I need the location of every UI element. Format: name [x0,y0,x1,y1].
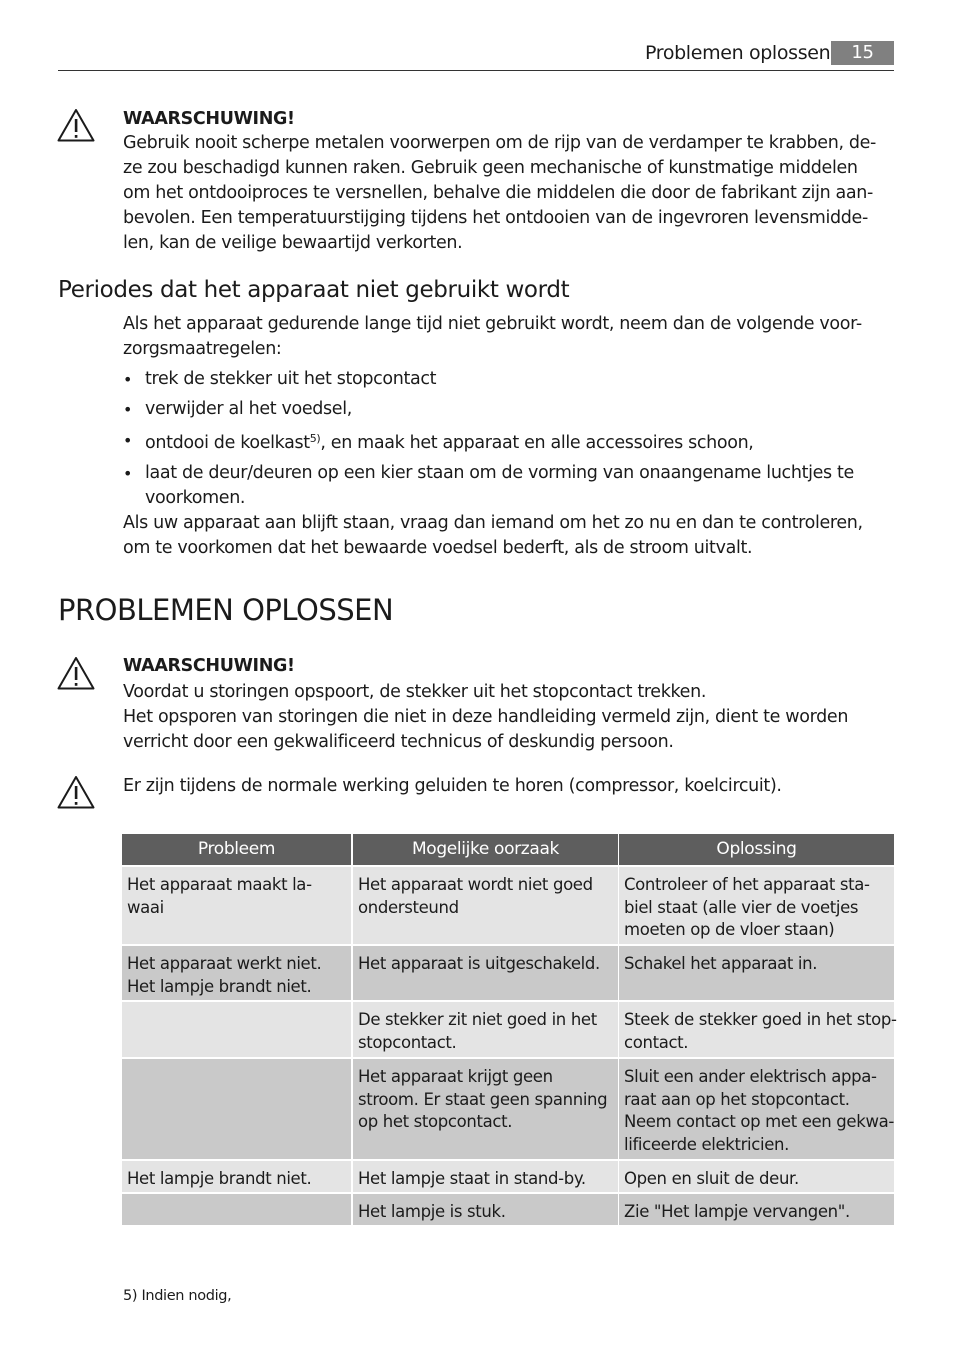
list-item: verwijder al het voedsel, [145,399,352,419]
paragraph-line: Als het apparaat gedurende lange tijd niet gebruikt wordt, neem dan de volgende voor- [123,314,862,334]
table-cell-line: Het apparaat is uitgeschakeld. [358,954,600,973]
header-divider [58,70,894,71]
table-cell-line: Het apparaat werkt niet. [127,954,322,973]
paragraph-line: zorgsmaatregelen: [123,339,282,359]
table-cell-line: raat aan op het stopcontact. [624,1089,850,1109]
paragraph-line: om te voorkomen dat het bewaarde voedsel bederft, als de stroom uitvalt. [123,538,753,558]
table-cell-line: Steek de stekker goed in het stop- [624,1010,897,1029]
table-cell-line: Controleer of het apparaat sta- [624,875,870,894]
warning-text-line: Het opsporen van storingen die niet in deze handleiding vermeld zijn, dient te worden [123,707,849,727]
warning-triangle-icon [57,656,95,690]
table-cell-line: biel staat (alle vier de voetjes [624,897,859,917]
warning-text-line: Voordat u storingen opspoort, de stekker uit het stopcontact trekken. [123,682,707,702]
bullet-icon: • [123,370,133,389]
table-cell-line: moeten op de vloer staan) [624,920,835,939]
warning-triangle-icon [57,108,95,142]
table-cell-line: Sluit een ander elektrisch appa- [624,1067,877,1086]
table-cell-line: op het stopcontact. [358,1112,513,1131]
table-cell-line: contact. [624,1032,689,1052]
table-cell-line: Schakel het apparaat in. [624,954,818,973]
table-cell-line: Het apparaat krijgt geen [358,1067,553,1086]
table-cell-line: stroom. Er staat geen spanning [358,1089,608,1109]
list-item-continuation: voorkomen. [145,488,246,508]
table-cell-solution [619,1002,897,1057]
table-cell-line: lificeerde elektricien. [624,1134,790,1154]
list-item: trek de stekker uit het stopcontact [145,369,437,389]
footnote-ref: 5) [309,432,321,445]
table-header-cell: Oplossing [619,834,894,865]
table-cell-cause [353,1059,618,1159]
table-cell-problem [122,1059,351,1159]
warning-text-line: bevolen. Een temperatuurstijging tijdens het ontdooien van de ingevroren levensmidde- [123,208,868,228]
table-cell-line: Het lampje brandt niet. [127,976,312,996]
footnote: 5) Indien nodig, [123,1288,232,1304]
table-cell-solution [619,867,894,944]
warning-text-line: verricht door een gekwalificeerd technicus of deskundig persoon. [123,732,674,752]
table-cell-line: Open en sluit de deur. [624,1169,799,1188]
chapter-heading: PROBLEMEN OPLOSSEN [58,593,394,627]
warning-triangle-icon [57,775,95,809]
table-header-cell: Mogelijke oorzaak [353,834,618,865]
table-cell-line: stopcontact. [358,1032,457,1052]
table-cell-solution [619,1194,894,1225]
table-cell-line: De stekker zit niet goed in het [358,1010,597,1029]
table-cell-cause [353,867,618,944]
table-cell-line: Neem contact op met een gekwa- [624,1112,894,1131]
table-cell-solution [619,946,894,1000]
table-cell-line: Het lampje is stuk. [358,1202,506,1221]
table-cell-line: Het lampje brandt niet. [127,1169,312,1188]
table-header-cell: Probleem [122,834,351,865]
table-cell-problem [122,946,351,1000]
table-cell-solution [619,1161,894,1192]
table-cell-line: Het apparaat wordt niet goed [358,875,593,894]
warning-text-line: ze zou beschadigd kunnen raken. Gebruik geen mechanische of kunstmatige middelen [123,158,858,178]
list-item-text: ontdooi de koelkast [145,433,310,453]
section-heading: Periodes dat het apparaat niet gebruikt wordt [58,277,570,303]
table-cell-problem [122,867,351,944]
table-cell-problem [122,1194,351,1225]
list-item: laat de deur/deuren op een kier staan om de vorming van onaangename luchtjes te [145,463,854,483]
bullet-icon: • [123,431,133,450]
table-cell-cause [353,1194,618,1225]
table-cell-line: waai [127,897,164,917]
running-header-title: Problemen oplossen [645,42,831,64]
table-cell-solution [619,1059,894,1159]
table-cell-line: ondersteund [358,897,459,917]
bullet-icon: • [123,464,133,483]
table-cell-line: Zie "Het lampje vervangen". [624,1202,850,1221]
warning-title: WAARSCHUWING! [123,109,295,129]
warning-text-line: om het ontdooiproces te versnellen, behalve die middelen die door de fabrikant zijn aan- [123,183,873,203]
list-item-text: , en maak het apparaat en alle accessoires schoon, [320,433,754,453]
paragraph-line: Als uw apparaat aan blijft staan, vraag dan iemand om het zo nu en dan te controleren, [123,513,863,533]
page-number: 15 [831,41,894,65]
table-cell-problem [122,1002,351,1057]
warning-text-line: len, kan de veilige bewaartijd verkorten. [123,233,463,253]
table-cell-cause [353,1002,618,1057]
warning-title: WAARSCHUWING! [123,656,295,676]
table-cell-line: Het apparaat maakt la- [127,875,312,894]
table-cell-cause [353,1161,618,1192]
warning-text-line: Gebruik nooit scherpe metalen voorwerpen om de rijp van de verdamper te krabben, de- [123,133,877,153]
note-text: Er zijn tijdens de normale werking geluiden te horen (compressor, koelcircuit). [123,776,782,796]
table-cell-line: Het lampje staat in stand-by. [358,1169,586,1188]
table-cell-cause [353,946,618,1000]
table-cell-problem [122,1161,351,1192]
bullet-icon: • [123,400,133,419]
list-item [145,431,754,456]
